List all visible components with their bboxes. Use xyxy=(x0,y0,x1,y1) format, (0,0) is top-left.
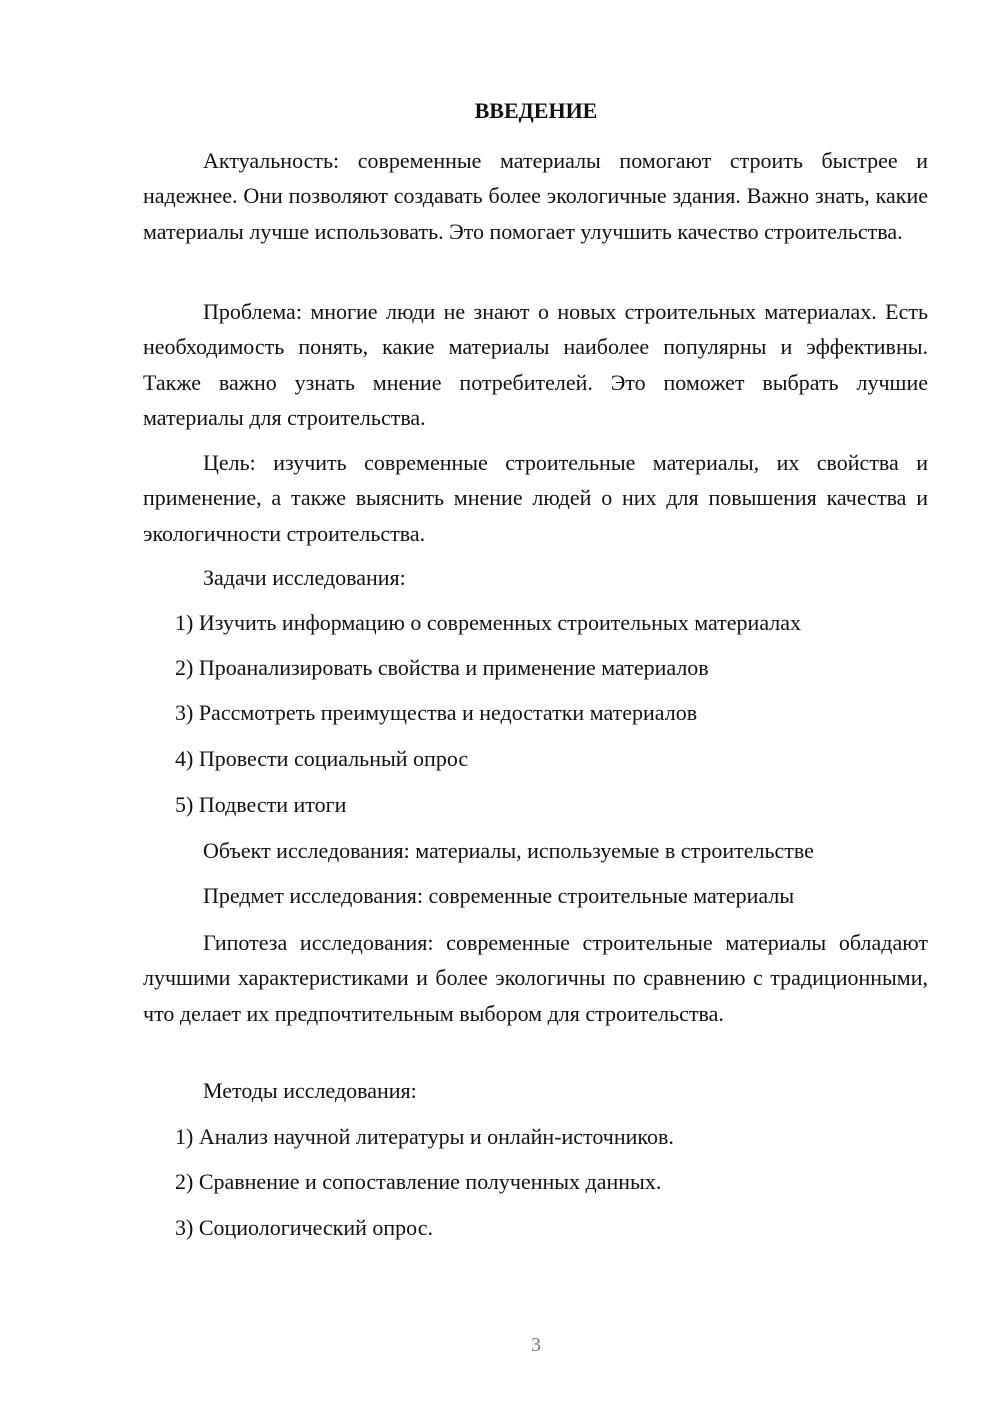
method-item-3: 3) Социологический опрос. xyxy=(175,1215,433,1240)
hypothesis-paragraph: Гипотеза исследования: современные строительные материалы обладают лучшими характеристиками и более экологичны по сравнению с традиционными, что делает их предпочтительным выбором для строительства. xyxy=(143,930,928,1026)
tasks-title: Задачи исследования: xyxy=(203,565,406,590)
problem-paragraph: Проблема: многие люди не знают о новых строительных материалах. Есть необходимость понять, какие материалы наиболее популярны и эффективны. Также важно узнать мнение потребителей. Это поможет выбрать лучшие материалы для строительства. xyxy=(143,299,928,430)
task-item-2: 2) Проанализировать свойства и применение материалов xyxy=(175,655,709,680)
method-item-1: 1) Анализ научной литературы и онлайн-источников. xyxy=(175,1124,674,1149)
object-line: Объект исследования: материалы, используемые в строительстве xyxy=(203,838,814,863)
task-item-4: 4) Провести социальный опрос xyxy=(175,746,469,771)
method-item-2: 2) Сравнение и сопоставление полученных данных. xyxy=(175,1169,662,1194)
subject-line: Предмет исследования: современные строительные материалы xyxy=(203,883,795,908)
relevance-paragraph: Актуальность: современные материалы помогают строить быстрее и надежнее. Они позволяют создавать более экологичные здания. Важно знать, какие материалы лучше использовать. Это помогает улучшить качество строительства. xyxy=(143,148,928,244)
goal-paragraph: Цель: изучить современные строительные материалы, их свойства и применение, а также выяснить мнение людей о них для повышения качества и экологичности строительства. xyxy=(143,450,928,546)
task-item-5: 5) Подвести итоги xyxy=(175,792,347,817)
task-item-1: 1) Изучить информацию о современных строительных материалах xyxy=(175,610,802,635)
methods-title: Методы исследования: xyxy=(203,1078,417,1103)
page-number: 3 xyxy=(531,1334,541,1356)
task-item-3: 3) Рассмотреть преимущества и недостатки материалов xyxy=(175,700,698,725)
section-heading: ВВЕДЕНИЕ xyxy=(474,98,598,123)
